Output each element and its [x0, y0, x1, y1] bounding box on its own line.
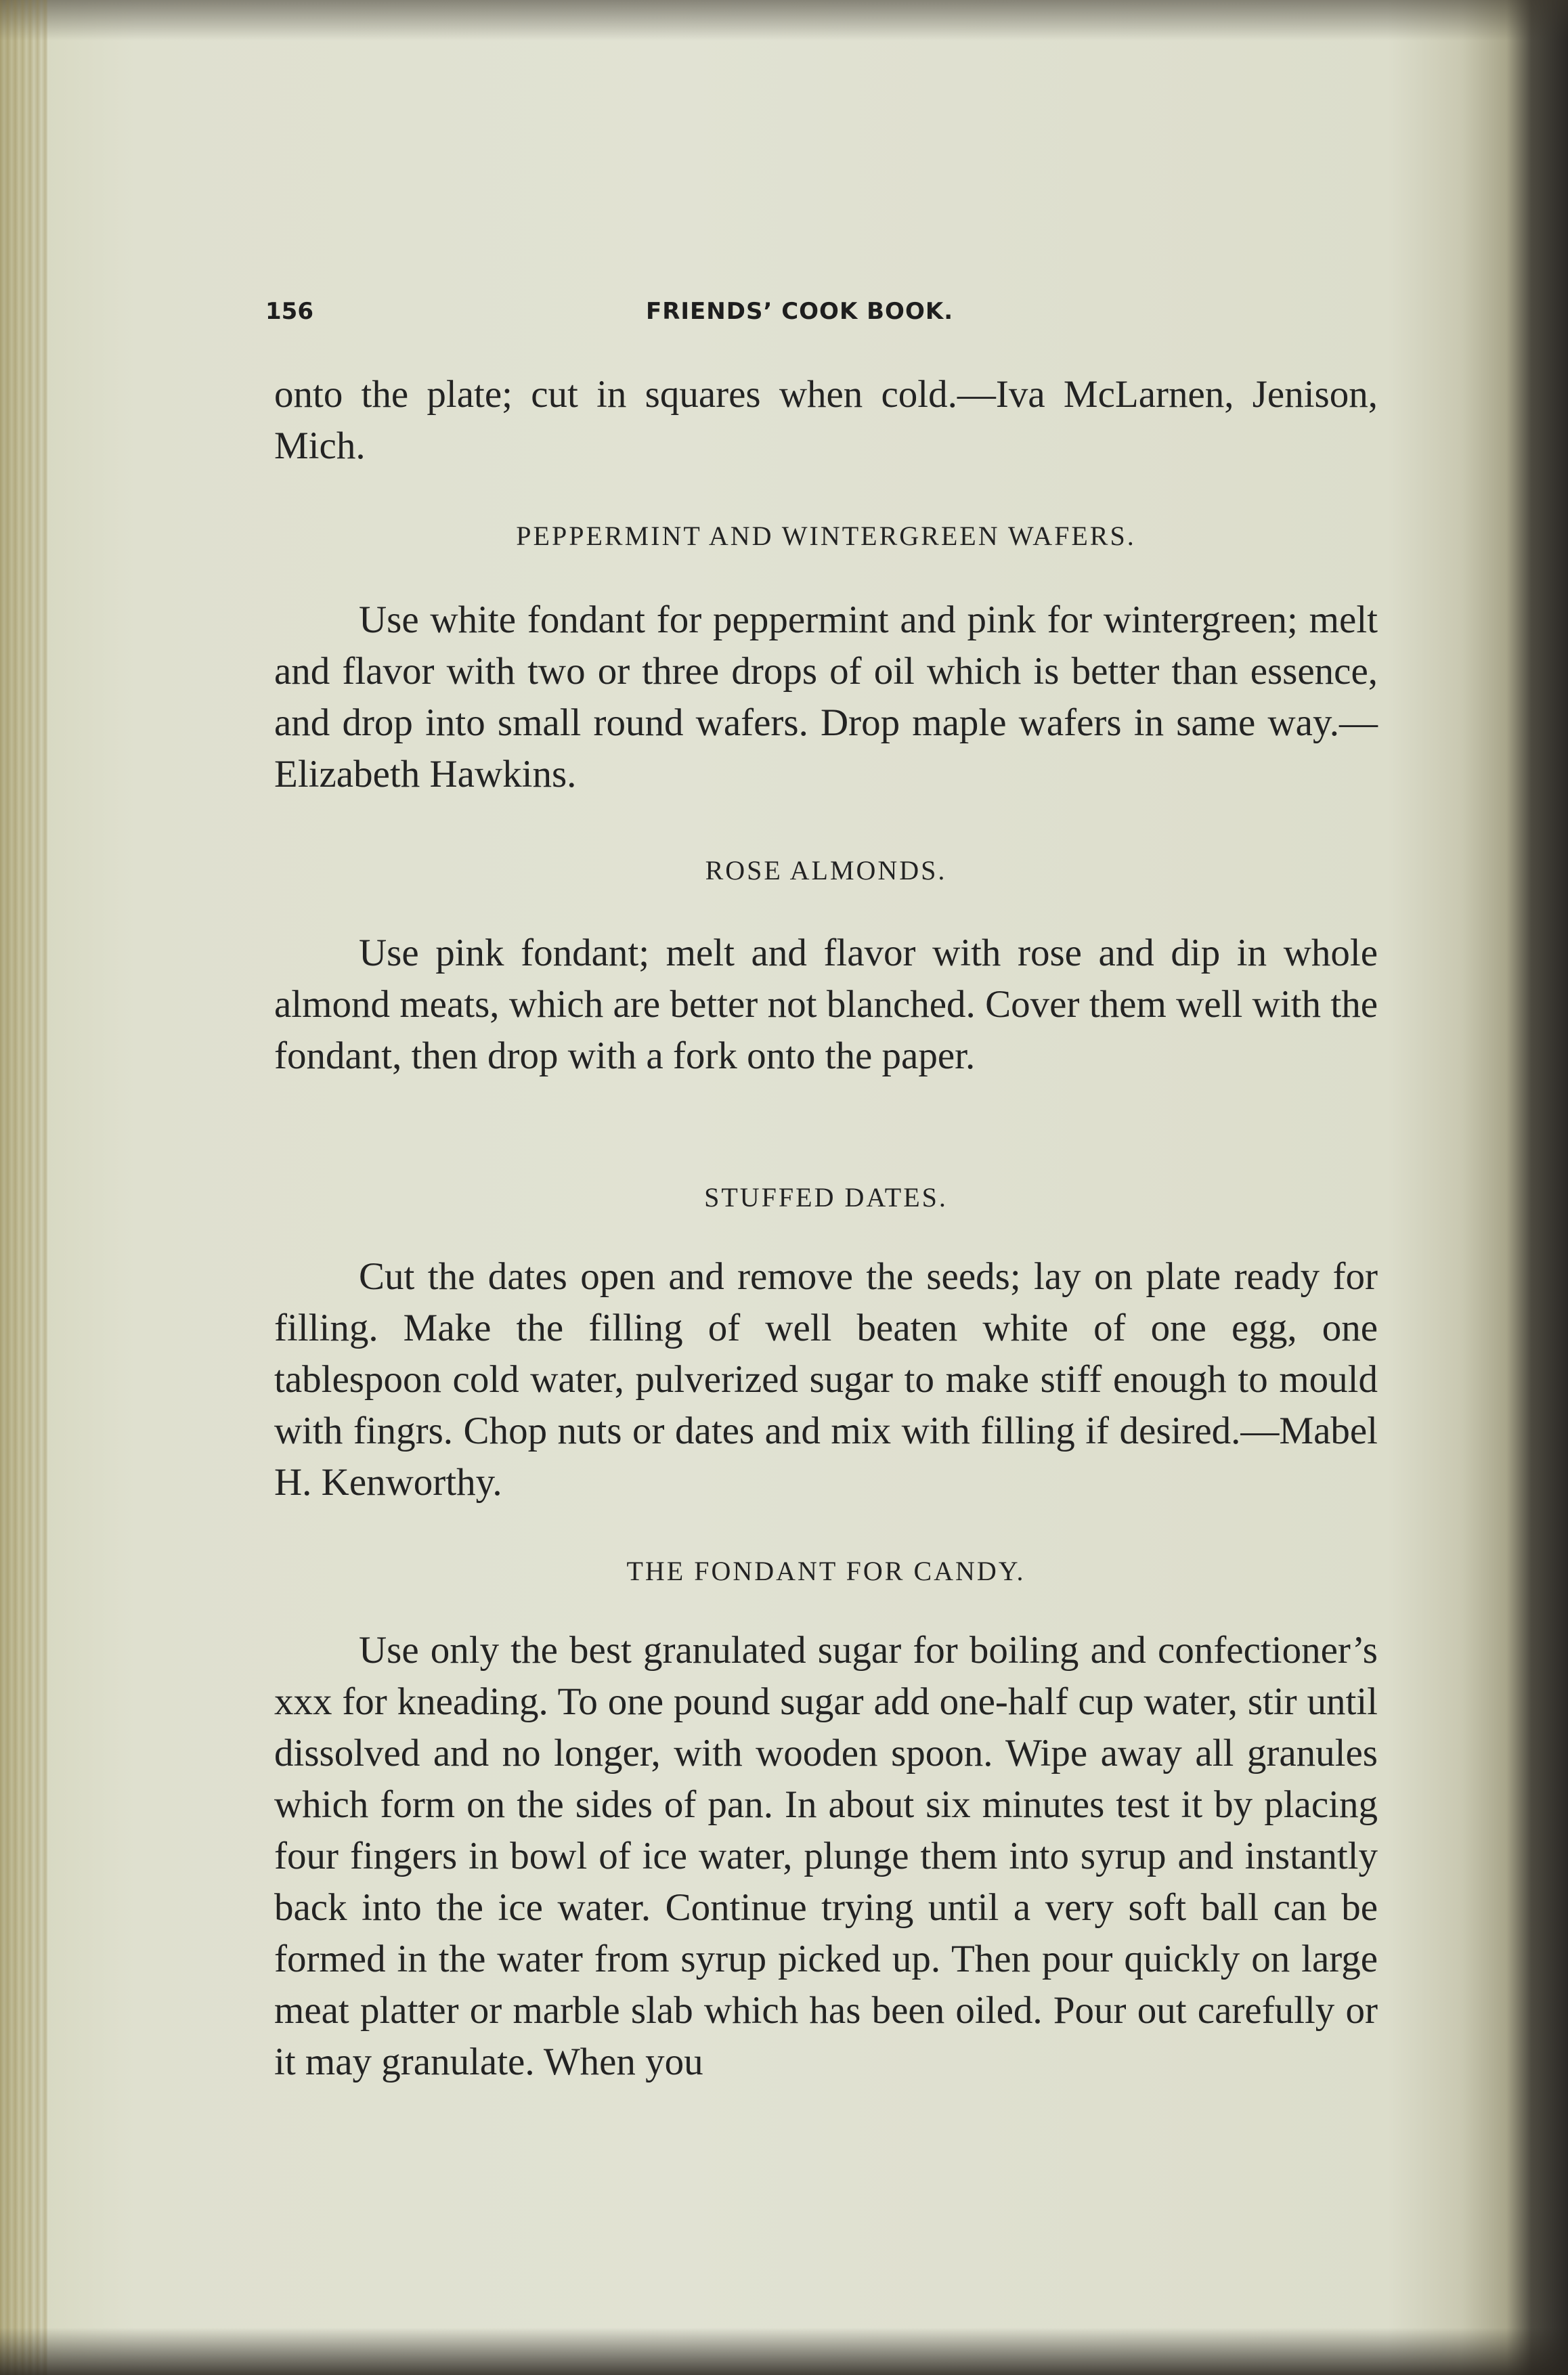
recipe-body-rose-almonds-block: [274, 928, 1378, 1082]
continuation-block: [274, 369, 1378, 472]
recipe-title-peppermint-wintergreen-wafers: PEPPERMINT AND WINTERGREEN WAFERS.: [516, 521, 1136, 551]
recipe-title-rose-almonds: ROSE ALMONDS.: [705, 855, 947, 886]
recipe-body-fondant-for-candy: Use only the best granulated sugar for boiling and confectioner’s xxx for kneading. To one pound sugar add one-half cup water, stir until dissolved and no longer, with wooden spoon. Wipe away all granules which form on the sides of pan. In about six minutes test it by placing four fingers in bowl of ice water, plunge them into syrup and instantly back into the ice water. Continue trying until a very soft ball can be formed in the water from syrup picked up. Then pour quickly on large meat platter or marble slab which has been oiled. Pour out carefully or it may granulate. When you: [274, 1629, 1378, 2083]
page-number: 156: [265, 298, 313, 325]
recipe-body-peppermint-wintergreen-wafers: Use white fondant for peppermint and pink for wintergreen; melt and flavor with two or three drops of oil which is better than essence, and drop into small round wafers. Drop maple wafers in same way.—Elizabeth Hawkins.: [274, 598, 1378, 796]
continuation-paragraph: onto the plate; cut in squares when cold.—Iva McLarnen, Jenison, Mich.: [274, 373, 1378, 467]
page-binding-edge: [0, 0, 47, 2375]
recipe-body-stuffed-dates: Cut the dates open and remove the seeds; lay on plate ready for filling. Make the filling of well beaten white of one egg, one tablespoon cold water, pulverized sugar to make stiff enough to mould with fingrs. Chop nuts or dates and mix with filling if desired.—Mabel H. Kenworthy.: [274, 1255, 1378, 1504]
book-title: FRIENDS’ COOK BOOK.: [646, 298, 954, 325]
recipe-body-stuffed-dates-block: [274, 1251, 1378, 1508]
recipe-title-fondant-for-candy: THE FONDANT FOR CANDY.: [626, 1556, 1026, 1586]
recipe-body-fondant-for-candy-block: [274, 1625, 1378, 2088]
recipe-body-rose-almonds: Use pink fondant; melt and flavor with rose and dip in whole almond meats, which are better not blanched. Cover them well with the fondant, then drop with a fork onto the paper.: [274, 932, 1378, 1077]
running-head: [265, 298, 1378, 332]
recipe-body-peppermint-wintergreen-wafers-block: [274, 594, 1378, 800]
recipe-title-stuffed-dates: STUFFED DATES.: [704, 1182, 948, 1213]
